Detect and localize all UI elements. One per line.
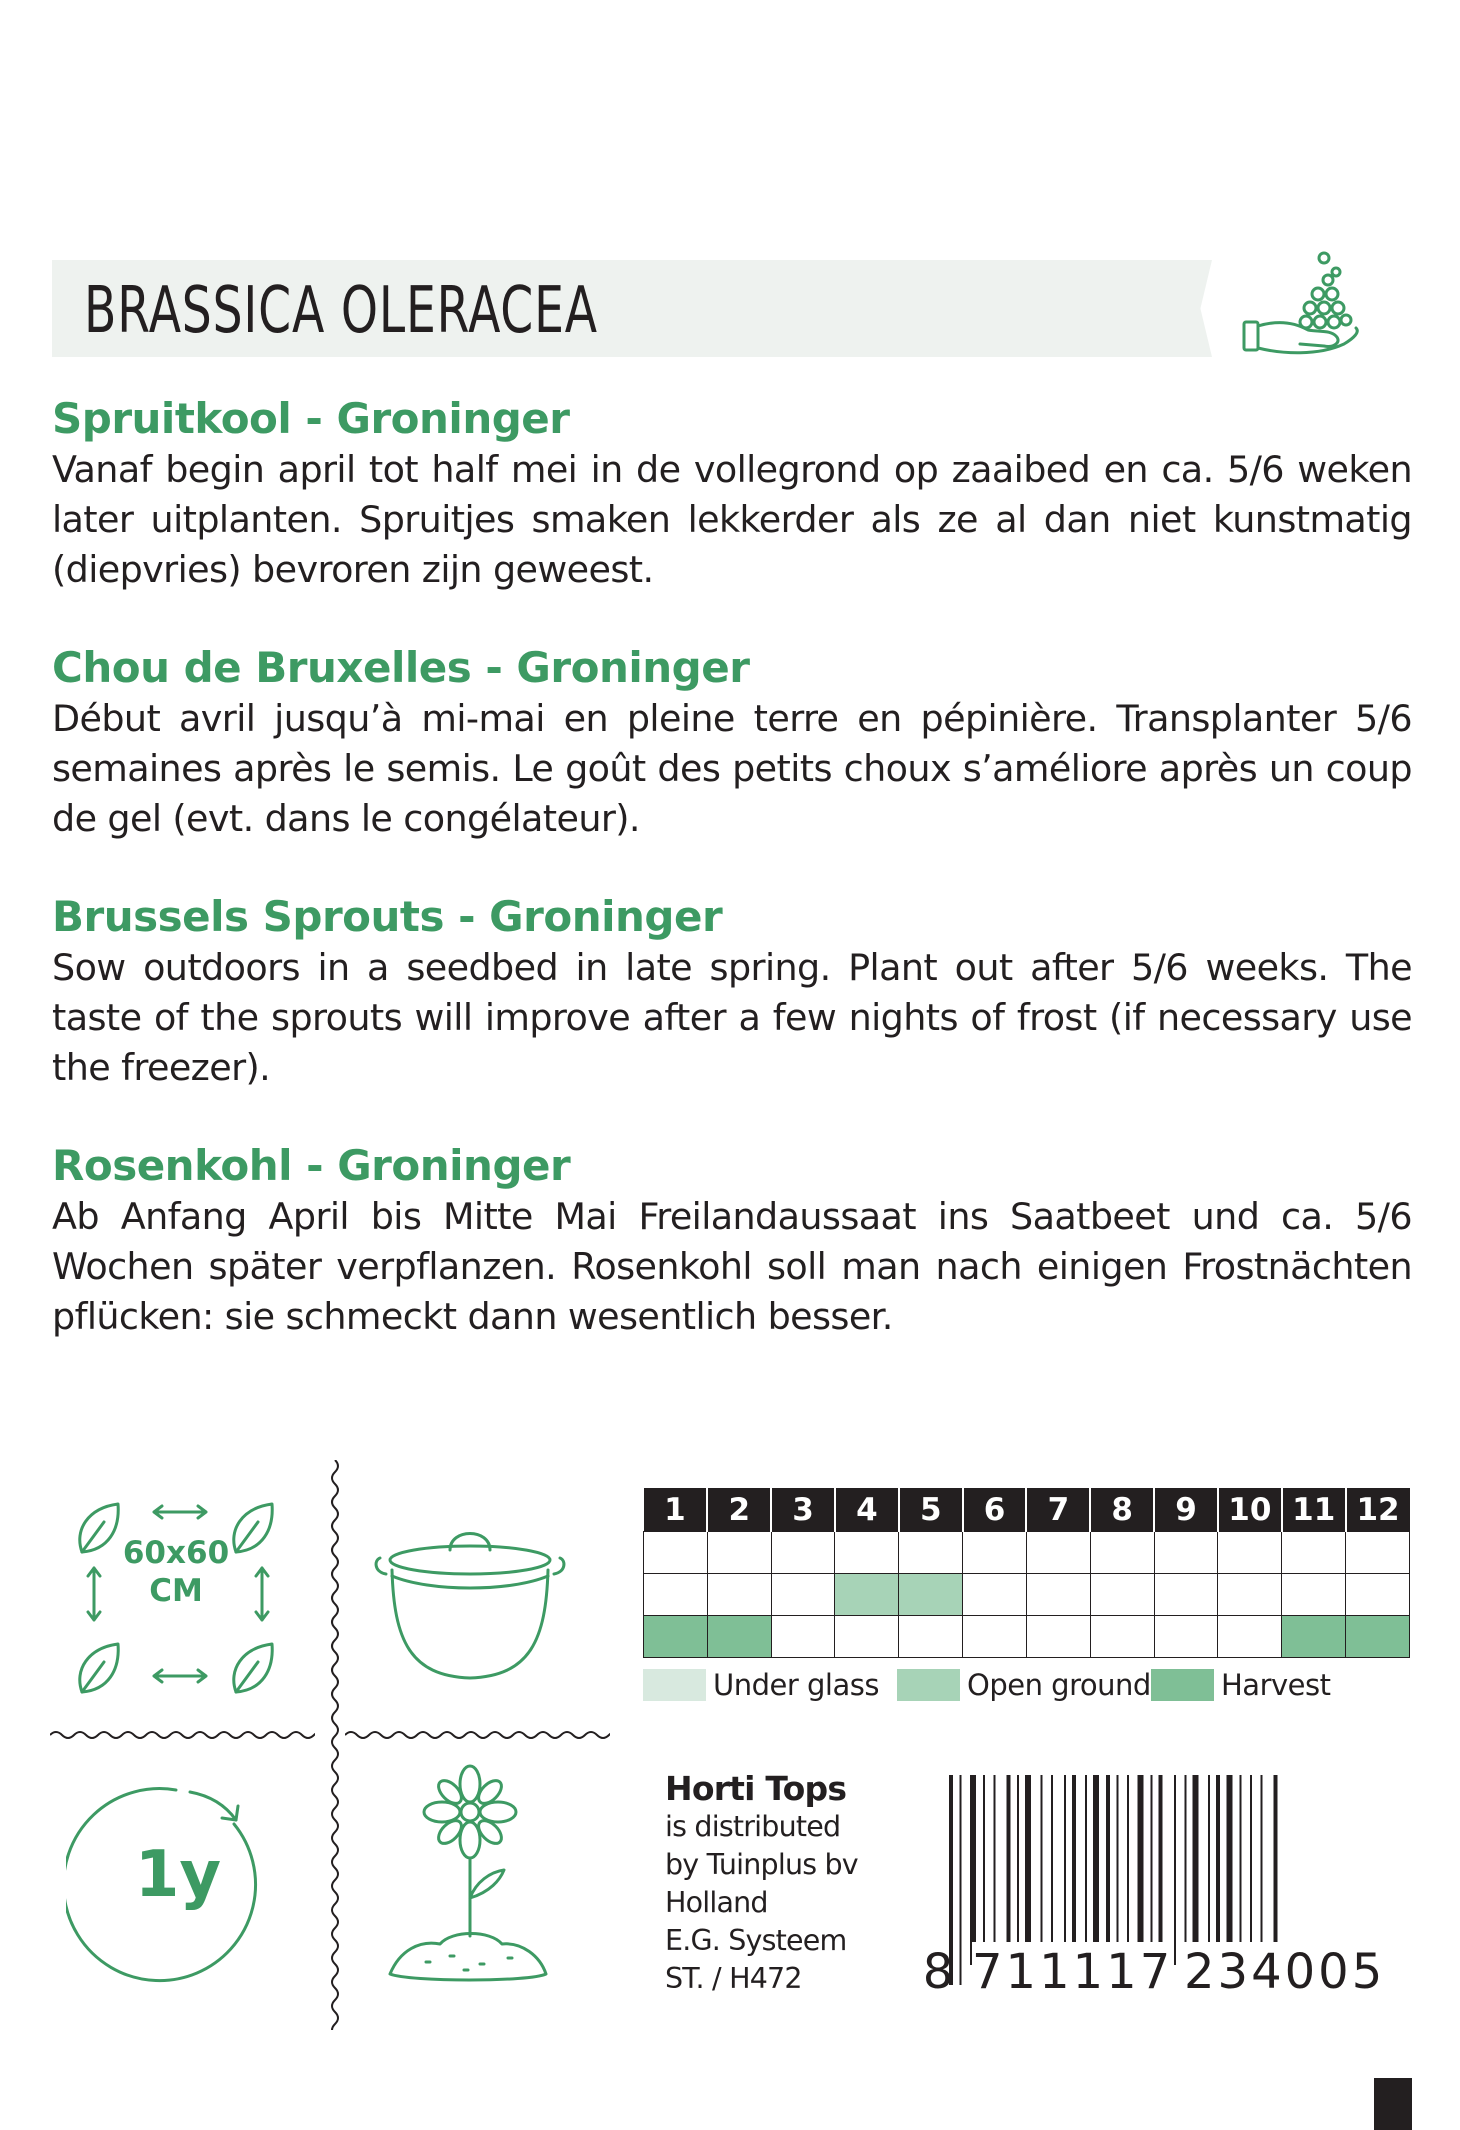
section-text: Sow outdoors in a seedbed in late spring. Plant out after 5/6 weeks. The taste of the sprouts will improve after a few nights of frost (if necessary use the freezer).	[52, 946, 1412, 1089]
barcode-bar	[1216, 1775, 1220, 1965]
legend-label: Under glass	[713, 1668, 879, 1702]
barcode-bar	[1261, 1775, 1263, 1965]
pot-icon	[370, 1520, 570, 1690]
section-title: Chou de Bruxelles - Groninger	[52, 643, 750, 692]
legend-swatch	[897, 1669, 960, 1701]
calendar-cell	[1026, 1574, 1090, 1616]
calendar-cell	[1218, 1574, 1282, 1616]
barcode-bar	[1093, 1775, 1099, 1965]
calendar-cell	[1346, 1616, 1410, 1658]
hand-seeds-icon	[1238, 246, 1366, 366]
species-name: BRASSICA OLERACEA	[84, 274, 598, 348]
section-text: Vanaf begin april tot half mei in de vollegrond op zaaibed en ca. 5/6 weken later uitplanten. Spruitjes smaken lekkerder als ze al dan niet kunstmatig (diepvries) bevroren zijn geweest.	[52, 448, 1412, 591]
calendar-cell	[1282, 1574, 1346, 1616]
calendar-cell	[1026, 1532, 1090, 1574]
calendar-cell	[1282, 1532, 1346, 1574]
legend-swatch	[1151, 1669, 1214, 1701]
calendar-month-header: 3	[771, 1488, 835, 1532]
calendar-cell	[1346, 1532, 1410, 1574]
section-text: Ab Anfang April bis Mitte Mai Freilandaussaat ins Saatbeet und ca. 5/6 Wochen später verpflanzen. Rosenkohl soll man nach einigen Frostnächten pflücken: sie schmeckt dann wesentlich besser.	[52, 1195, 1412, 1338]
barcode-bar	[1051, 1775, 1053, 1965]
section-title: Brussels Sprouts - Groninger	[52, 892, 723, 941]
barcode-bar	[1041, 1775, 1043, 1965]
barcode-bar	[1159, 1775, 1163, 1965]
cycle-label: 1y	[134, 1838, 222, 1912]
calendar-cell	[707, 1616, 771, 1658]
barcode-bar	[960, 1775, 962, 1985]
legend-label: Open ground	[967, 1668, 1151, 1702]
section-dutch	[52, 393, 1412, 595]
barcode-bar	[970, 1775, 976, 1965]
calendar-cell	[644, 1574, 708, 1616]
calendar-cell	[835, 1616, 899, 1658]
barcode-bar	[1208, 1775, 1210, 1965]
spacing-value	[116, 1534, 236, 1610]
calendar-month-header: 7	[1026, 1488, 1090, 1532]
barcode-bar	[1174, 1775, 1176, 1965]
calendar-cell	[1090, 1616, 1154, 1658]
barcode-bar	[1017, 1775, 1019, 1965]
barcode-bar	[1127, 1775, 1129, 1965]
section-title: Spruitkool - Groninger	[52, 394, 570, 443]
calendar-cell	[644, 1616, 708, 1658]
calendar-cell	[1090, 1574, 1154, 1616]
calendar-cell	[707, 1532, 771, 1574]
barcode-first-digit: 8	[922, 1944, 954, 2000]
calendar-cell	[1346, 1574, 1410, 1616]
calendar-cell	[771, 1574, 835, 1616]
section-german	[52, 1140, 1412, 1342]
calendar-month-header: 8	[1090, 1488, 1154, 1532]
distributor-line: by Tuinplus bv	[665, 1848, 858, 1881]
calendar-cell	[1026, 1616, 1090, 1658]
wavy-divider-horizontal-right	[345, 1725, 610, 1745]
calendar-cell	[963, 1574, 1027, 1616]
corner-mark	[1374, 2078, 1412, 2130]
barcode-bar	[1064, 1775, 1066, 1965]
section-text: Début avril jusqu’à mi-mai en pleine terre en pépinière. Transplanter 5/6 semaines après le semis. Le goût des petits choux s’améliore après un coup de gel (evt. dans le congélateur).	[52, 697, 1412, 840]
calendar-month-header: 12	[1346, 1488, 1410, 1532]
calendar-month-header: 1	[644, 1488, 708, 1532]
barcode-bar	[1138, 1775, 1144, 1965]
barcode-bar	[1025, 1775, 1031, 1965]
calendar-legend	[643, 1668, 1403, 1702]
calendar-month-header: 6	[963, 1488, 1027, 1532]
calendar-month-row	[644, 1488, 1410, 1532]
barcode-left-digits: 711117	[972, 1944, 1174, 2000]
section-english	[52, 891, 1412, 1093]
calendar-cell	[1154, 1574, 1218, 1616]
barcode-bar	[1240, 1775, 1242, 1965]
calendar-cell	[1154, 1616, 1218, 1658]
legend-swatch	[643, 1669, 706, 1701]
calendar-cell	[1282, 1616, 1346, 1658]
calendar-cell	[707, 1574, 771, 1616]
distributor-line: E.G. Systeem	[665, 1924, 847, 1957]
calendar-cell	[1090, 1532, 1154, 1574]
distributor-line: is distributed	[665, 1810, 841, 1843]
calendar-cell	[899, 1532, 963, 1574]
barcode-bar	[1117, 1775, 1119, 1965]
calendar-month-header: 4	[835, 1488, 899, 1532]
wavy-divider-vertical	[320, 1460, 350, 2030]
calendar-cell	[963, 1616, 1027, 1658]
calendar-row-open-ground	[644, 1574, 1410, 1616]
calendar-cell	[771, 1616, 835, 1658]
barcode-bar	[1072, 1775, 1076, 1965]
calendar-cell	[963, 1532, 1027, 1574]
legend-label: Harvest	[1221, 1668, 1331, 1702]
spacing-dimensions: 60x60	[122, 1535, 230, 1571]
barcode-right-digits: 234005	[1184, 1944, 1386, 2000]
sowing-plant-icon	[380, 1760, 560, 1990]
spacing-unit: CM	[149, 1573, 203, 1609]
calendar-cell	[899, 1574, 963, 1616]
calendar-cell	[899, 1616, 963, 1658]
sowing-calendar	[643, 1488, 1410, 1658]
calendar-cell	[1218, 1532, 1282, 1574]
distributor-line: ST. / H472	[665, 1962, 802, 1995]
barcode-bar	[1185, 1775, 1187, 1965]
calendar-month-header: 5	[899, 1488, 963, 1532]
barcode-bar	[1151, 1775, 1153, 1965]
brand-name: Horti Tops	[665, 1769, 847, 1808]
calendar-cell	[835, 1574, 899, 1616]
calendar-cell	[1154, 1532, 1218, 1574]
wavy-divider-horizontal-left	[50, 1725, 315, 1745]
barcode-bar	[1227, 1775, 1233, 1965]
section-french	[52, 642, 1412, 844]
barcode-bar	[1106, 1775, 1110, 1965]
calendar-row-harvest	[644, 1616, 1410, 1658]
barcode-bar	[1007, 1775, 1011, 1965]
calendar-cell	[1218, 1616, 1282, 1658]
calendar-month-header: 9	[1154, 1488, 1218, 1532]
calendar-month-header: 10	[1218, 1488, 1282, 1532]
calendar-month-header: 11	[1282, 1488, 1346, 1532]
calendar-cell	[644, 1532, 708, 1574]
barcode-bar	[994, 1775, 996, 1965]
barcode-bar	[1193, 1775, 1199, 1965]
barcode-bar	[1085, 1775, 1087, 1965]
distributor-line: Holland	[665, 1886, 768, 1919]
calendar-month-header: 2	[707, 1488, 771, 1532]
section-title: Rosenkohl - Groninger	[52, 1141, 571, 1190]
barcode-bar	[983, 1775, 985, 1965]
calendar-cell	[835, 1532, 899, 1574]
calendar-cell	[771, 1532, 835, 1574]
barcode-bar	[1250, 1775, 1252, 1965]
calendar-row-under-glass	[644, 1532, 1410, 1574]
